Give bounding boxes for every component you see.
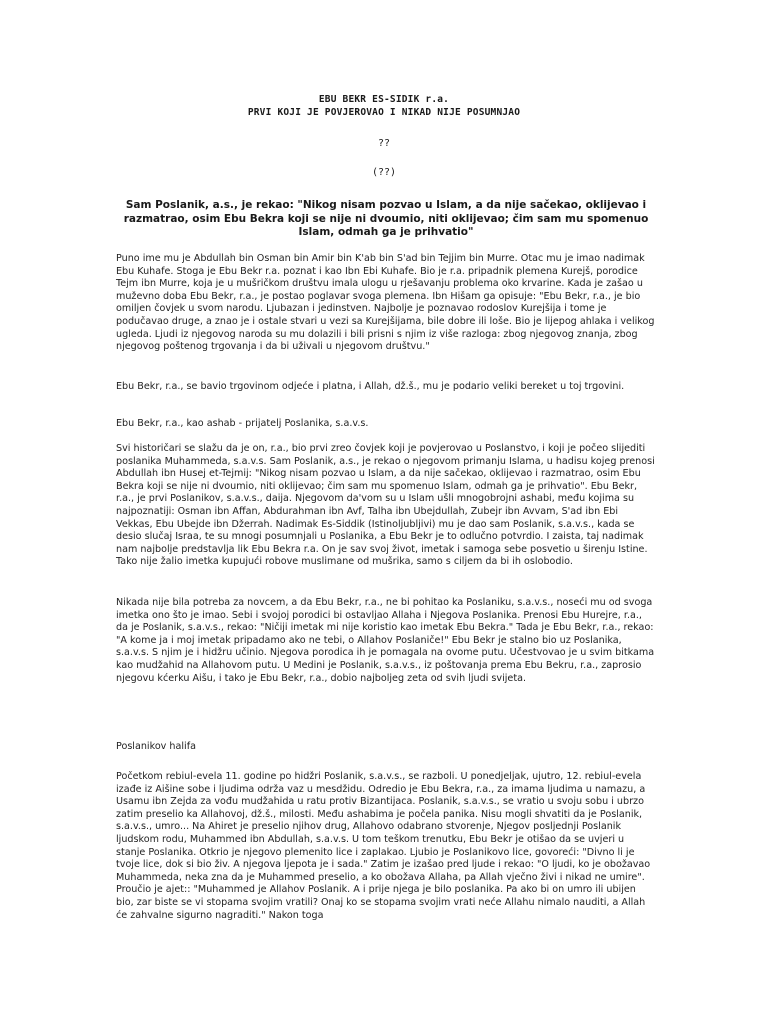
title-line-2: PRVI KOJI JE POVJEROVAO I NIKAD NIJE POSUMNJAO	[247, 107, 521, 118]
paragraph-wealth: Nikada nije bila potreba za novcem, a da Ebu Bekr, r.a., ne bi pohitao ka Poslaniku, s.a.v.s., noseći mu od svoga imetka ono što je imao. Sebi i svojoj porodici bi ostavljao Allaha i Njegova Poslanika. Prenosi Ebu Hurejre, r.a., da je Poslanik, s.a.v.s., rekao: "Ničiji imetak mi nije koristio kao imetak Ebu Bekra." Tada je Ebu Bekr, r.a., rekao: "A kome ja i moj imetak pripadamo ako ne tebi, o Allahov Poslaniče!" Ebu Bekr je stalno bio uz Poslanika, s.a.v.s. S njim je i hidžru učinio. Njegova porodica ih je pomagala na ovome putu. Učestvovao je u svim bitkama kao mudžahid na Allahovom putu. U Medini je Poslanik, s.a.v.s., iz poštovanja prema Ebu Bekru, r.a., zaprosio njegovu kćerku Aišu, i tako je Ebu Bekr, r.a., dobio najboljeg zeta od svih ljudi svijeta.	[116, 597, 655, 684]
placeholder-mark-1: ??	[377, 138, 391, 149]
paragraph-trade: Ebu Bekr, r.a., se bavio trgovinom odjeće i platna, i Allah, dž.š., mu je podario veliki bereket u toj trgovini.	[116, 381, 625, 392]
paragraph-first-believer: Svi historičari se slažu da je on, r.a., bio prvi zreo čovjek koji je povjerovao u Poslanstvo, i koji je počeo slijediti poslanika Muhammeda, s.a.v.s. Sam Poslanik, a.s., je rekao o njegovom primanju Islama, u hadisu kojeg prenosi Abdullah ibn Husej et-Tejmij: "Nikog nisam pozvao u Islam, a da nije sačekao, oklijevao i razmatrao, osim Ebu Bekra koji se nije ni dvoumio, niti oklijevao; čim sam mu spomenuo Islam, odmah ga je prihvatio". Ebu Bekr, r.a., je prvi Poslanikov, s.a.v.s., daija. Njegovom da'vom su u Islam ušli mnogobrojni ashabi, među kojima su najpoznatiji: Osman ibn Affan, Abdurahman ibn Avf, Talha ibn Ubejdullah, Zubejr ibn Avvam, S'ad ibn Ebi Vekkas, Ebu Ubejde ibn Džerrah. Nadimak Es-Siddik (Istinoljubljivi) mu je dao sam Poslanik, s.a.v.s., kada se desio slučaj Israa, te su mnogi posumnjali u Poslanika, a Ebu Bekr je to odlučno potvrdio. I zaista, taj nadimak nam najbolje predstavlja lik Ebu Bekra r.a. On je sav svoj život, imetak i samoga sebe posvetio u širenju Istine. Tako nije žalio imetka kupujući robove muslimane od mušrika, samo s ciljem da bi ih oslobodio.	[116, 443, 655, 568]
title-line-1: EBU BEKR ES-SIDIK r.a.	[318, 94, 450, 105]
paragraph-biography: Puno ime mu je Abdullah bin Osman bin Amir bin K'ab bin S'ad bin Tejjim bin Murre. Otac mu je imao nadimak Ebu Kuhafe. Stoga je Ebu Bekr r.a. poznat i kao Ibn Ebi Kuhafe. Bio je r.a. pripadnik plemena Kurejš, porodice Tejm ibn Murre, koja je u mušričkom društvu imala ulogu u rješavanju problema oko krvarine. Kada je zašao u muževno doba Ebu Bekr, r.a., je postao poglavar svoga plemena. Ibn Hišam ga opisuje: "Ebu Bekr, r.a., je bio omiljen čovjek u svom narodu. Ljubazan i jedinstven. Najbolje je poznavao rodoslov Kurejšija i tome je podučavao druge, a znao je i ostale stvari u vezi sa Kurejšijama, bile dobre ili loše. Bio je lijepog ahlaka i velikog ugleda. Ljudi iz njegovog naroda su mu dolazili i bili prisni s njim iz više razloga: zbog njegovog znanja, zbog njegovog poštenog trgovanja i da bi uživali u njegovom društvu."	[116, 253, 655, 353]
section-heading-caliph: Poslanikov halifa	[116, 741, 196, 752]
section-heading-companion: Ebu Bekr, r.a., kao ashab - prijatelj Poslanika, s.a.v.s.	[116, 418, 369, 429]
hadith-quote: Sam Poslanik, a.s., je rekao: "Nikog nisam pozvao u Islam, a da nije sačekao, oklijevao i razmatrao, osim Ebu Bekra koji se nije ni dvoumio, niti oklijevao; čim sam mu spomenuo Islam, odmah ga je prihvatio"	[123, 199, 649, 238]
paragraph-prophet-death: Početkom rebiul-evela 11. godine po hidžri Poslanik, s.a.v.s., se razboli. U ponedjeljak, ujutro, 12. rebiul-evela izađe iz Aišine sobe i ljudima održa vaz u mesdžidu. Odredio je Ebu Bekra, r.a., za imama ljudima u namazu, a Usamu ibn Zejda za vođu mudžahida u ratu protiv Bizantijaca. Poslanik, s.a.v.s., se vratio u svoju sobu i ubrzo zatim preselio ka Allahovoj, dž.š., milosti. Među ashabima je počela panika. Nisu mogli shvatiti da je Poslanik, s.a.v.s., umro... Na Ahiret je preselio njihov drug, Allahovo odabrano stvorenje, Njegov posljednji Poslanik ljudskom rodu, Muhammed ibn Abdullah, s.a.v.s. U tom teškom trenutku, Ebu Bekr je otišao da se uvjeri u stanje Poslanika. Otkrio je njegovo plemenito lice i zaplakao. Ljubio je Poslanikovo lice, govoreći: "Divno li je tvoje lice, dok si bio živ. A njegova ljepota je i sada." Zatim je izašao pred ljude i rekao: "O ljudi, ko je obožavao Muhammeda, neka zna da je Muhammed preselio, a ko obožava Allaha, pa Allah vječno živi i nikad ne umire". Proučio je ajet:: "Muhammed je Allahov Poslanik. A i prije njega je bilo poslanika. Pa ako bi on umro ili ubijen bio, zar biste se vi stopama svojim vratili? Onaj ko se stopama svojim vrati neće Allahu nimalo nauditi, a Allah će zahvalne sigurno nagraditi." Nakon toga	[116, 771, 651, 921]
placeholder-mark-2: (??)	[371, 167, 397, 178]
